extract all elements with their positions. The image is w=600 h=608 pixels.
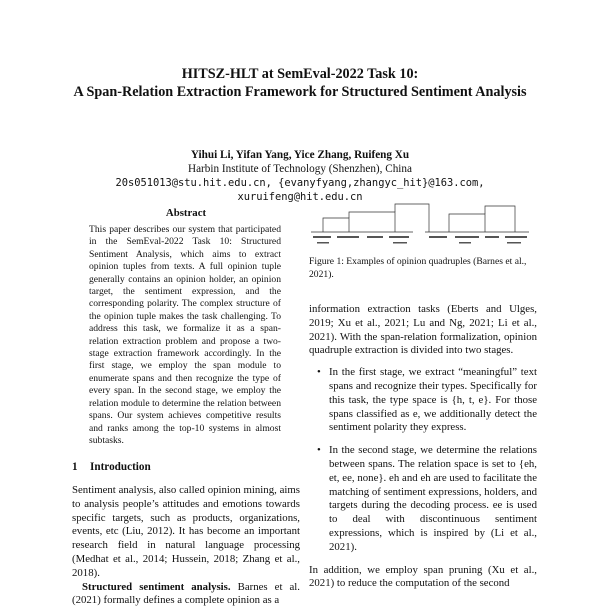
figure-diagram [309, 192, 531, 252]
token-mark [429, 236, 447, 238]
paper-title-line-1: HITSZ-HLT at SemEval-2022 Task 10: [181, 66, 419, 82]
bullet-icon: • [317, 444, 321, 457]
stage-list [309, 366, 537, 554]
right-paragraph-1: information extraction tasks (Eberts and Ulges, 2019; Xu et al., 2021; Lu and Ng, 2021; Li et al., 2021). With the span-relation formalization, opinion quadruple extraction is divided into two stages. [309, 303, 537, 357]
token-mark [313, 236, 331, 238]
token-mark [337, 236, 359, 238]
abstract-heading: Abstract [165, 207, 207, 219]
token-mark [485, 236, 499, 238]
affiliation: Harbin Institute of Technology (Shenzhen), China [188, 163, 412, 175]
email-line-2: xuruifeng@hit.edu.cn [237, 191, 363, 203]
token-mark [367, 236, 383, 238]
section-title: Introduction [90, 461, 151, 473]
token-mark [393, 242, 407, 244]
authors: Yihui Li, Yifan Yang, Yice Zhang, Ruifeng Xu [190, 149, 410, 161]
token-mark [389, 236, 409, 238]
token-mark [317, 242, 329, 244]
figure-caption: Figure 1: Examples of opinion quadruples (Barnes et al., 2021). [309, 256, 527, 280]
paragraph-lead-bold: Structured sentiment analysis. [82, 580, 231, 593]
list-item-text: In the second stage, we determine the relations between spans. The relation space is set to {eh, et, ee, none}. eh and eh are used to facilitate the matching of sentiment expressions, holders, and targets during the decoding process. ee is used to deal with discontinuous sentiment expressions, which is inspired by (Li et al., 2021). [329, 444, 537, 553]
paper-title-line-2: A Span-Relation Extraction Framework for Structured Sentiment Analysis [73, 84, 527, 100]
abstract-text: This paper describes our system that participated in the SemEval-2022 Task 10: Structured Sentiment Analysis, which aims to extract opinion tuples from texts. A full opinion tuple generally contains an opinion holder, an opinion target, the sentiment expression, and the corresponding polarity. The complex structure of the opinion tuple makes the task challenging. To address this task, we formalize it as a span-relation extraction problem and propose a two-stage extraction framework accordingly. In the first stage, we employ the span module to enumerate spans and then recognize the type of every span. In the second stage, we employ the relation module to determine the relation between spans. Our system achieves competitive results and ranks among the top-10 systems in almost subtasks. [89, 224, 281, 446]
arc-right-2 [485, 206, 515, 232]
token-mark [505, 236, 527, 238]
arc-left-3 [395, 204, 429, 232]
email-line-1: 20s051013@stu.hit.edu.cn, {evanyfyang,zhangyc_hit}@163.com, [115, 177, 485, 189]
right-paragraph-2: In addition, we employ span pruning (Xu et al., 2021) to reduce the computation of the second [309, 563, 537, 590]
introduction-body [72, 484, 300, 608]
token-mark [507, 242, 521, 244]
abstract-body [89, 224, 281, 447]
bullet-icon: • [317, 366, 321, 379]
introduction-paragraph-2 [72, 581, 300, 608]
arc-right-1 [449, 214, 485, 232]
introduction-paragraph-1: Sentiment analysis, also called opinion mining, aims to analysis people’s attitudes and emotions towards specific targets, such as products, organizations, events, etc (Liu, 2012). It has become an important research field in natural language processing (Medhat et al., 2014; Hussein, 2018; Zhang et al., 2018). [72, 484, 300, 579]
token-mark [459, 242, 471, 244]
figure-opinion-quadruples [309, 192, 531, 252]
arc-left-1 [323, 218, 349, 232]
list-item [317, 444, 537, 554]
list-item [317, 366, 537, 435]
right-column-body [309, 303, 537, 591]
paragraph-2-text: Barnes et al. (2021) formally defines a complete opinion as a [72, 580, 300, 607]
token-mark [455, 236, 479, 238]
section-number: 1 [72, 461, 78, 473]
list-item-text: In the first stage, we extract “meaningful” text spans and recognize their types. Specifically for this task, the type space is {h, t, e}. For those spans classified as e, we additionally detect the sentiment polarity they express. [329, 366, 537, 434]
section-heading-introduction [72, 460, 300, 474]
arc-left-2 [349, 212, 395, 232]
